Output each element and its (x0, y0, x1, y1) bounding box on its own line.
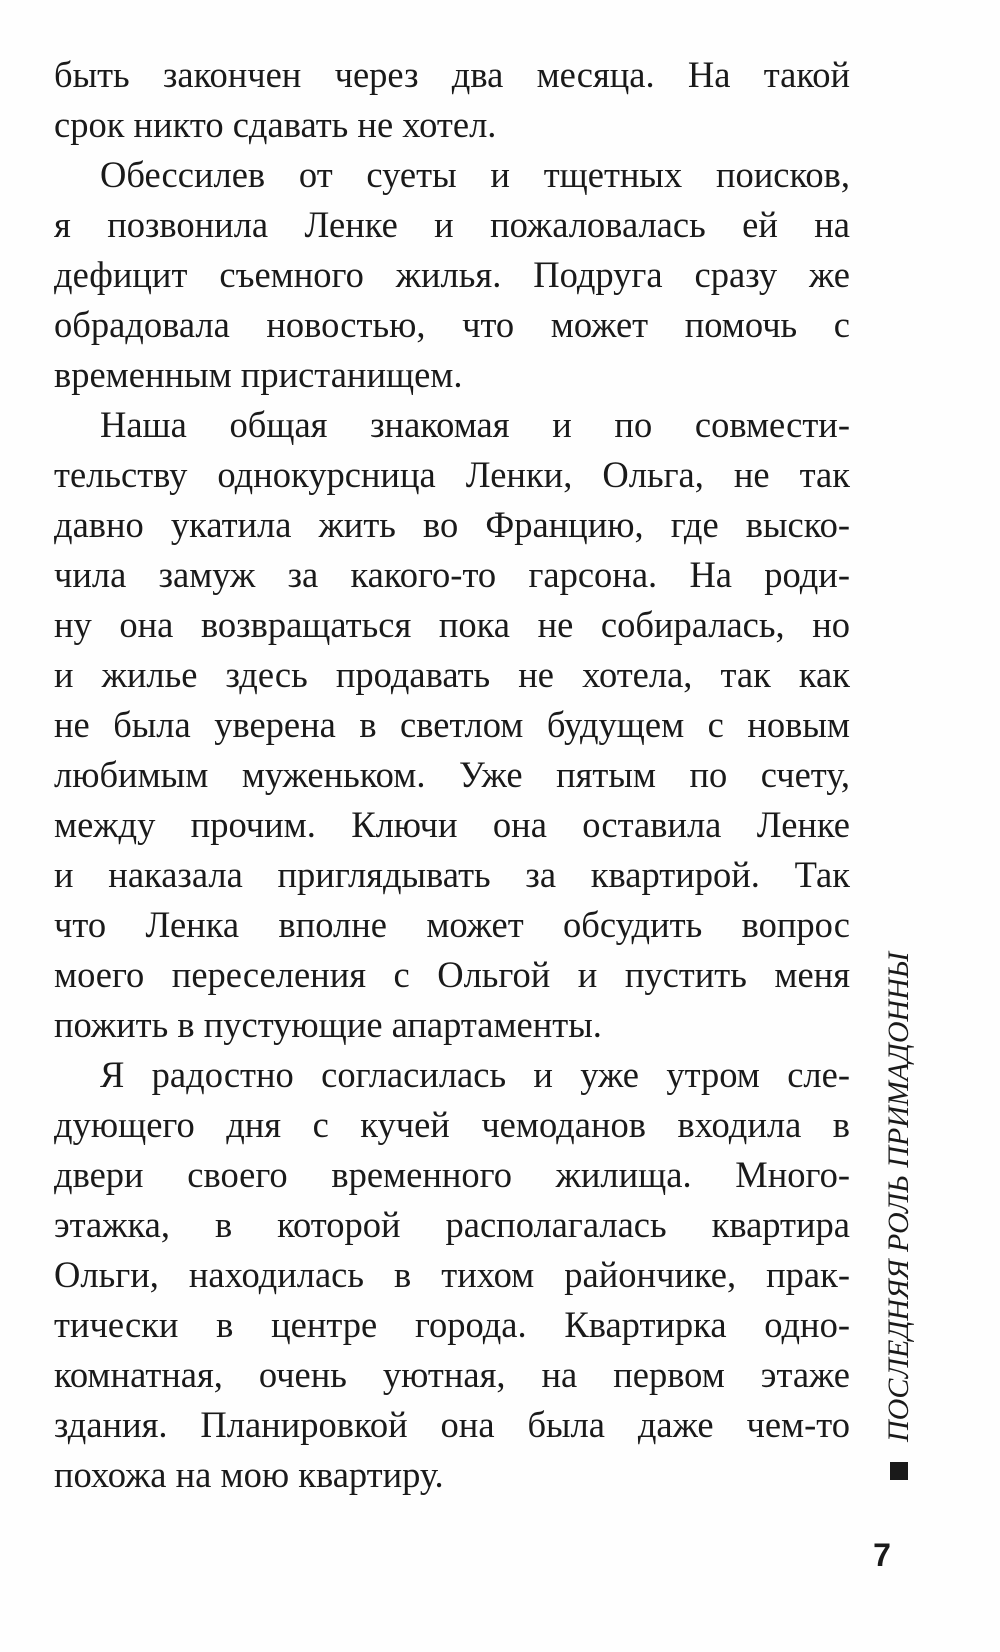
text-line: и наказала приглядывать за квартирой. Так (54, 854, 850, 895)
square-bullet-icon (890, 1462, 908, 1480)
text-line: что Ленка вполне может обсудить вопрос (54, 904, 850, 945)
text-line: двери своего временного жилища. Много- (54, 1154, 850, 1195)
text-line: ну она возвращаться пока не собиралась, но (54, 604, 850, 645)
text-line: тельству однокурсница Ленки, Ольга, не так (54, 454, 850, 495)
paragraph-4 (54, 1050, 850, 1500)
text-line: Ольги, находилась в тихом райончике, прак- (54, 1254, 850, 1295)
running-title-text: ПОСЛЕДНЯЯ РОЛЬ ПРИМАДОННЫ (882, 951, 915, 1442)
paragraph-1 (54, 50, 850, 150)
paragraph-3 (54, 400, 850, 1050)
text-line: этажка, в которой располагалась квартира (54, 1204, 850, 1245)
text-line: Я радостно согласилась и уже утром сле- (100, 1054, 850, 1095)
text-line: похожа на мою квартиру. (54, 1454, 444, 1495)
text-line: дефицит съемного жилья. Подруга сразу же (54, 254, 850, 295)
text-line: срок никто сдавать не хотел. (54, 104, 497, 145)
text-line: быть закончен через два месяца. На такой (54, 54, 850, 95)
text-line: дующего дня с кучей чемоданов входила в (54, 1104, 850, 1145)
body-text (54, 50, 850, 1500)
text-line: давно укатила жить во Францию, где выско- (54, 504, 850, 545)
text-line: чила замуж за какого-то гарсона. На роди- (54, 554, 850, 595)
text-line: моего переселения с Ольгой и пустить меня (54, 954, 850, 995)
page-number: 7 (873, 1537, 891, 1573)
paragraph-2 (54, 150, 850, 400)
text-line: Наша общая знакомая и по совмести- (100, 404, 850, 445)
text-line: я позвонила Ленке и пожаловалась ей на (54, 204, 850, 245)
text-line: комнатная, очень уютная, на первом этаже (54, 1354, 850, 1395)
text-line: временным пристанищем. (54, 354, 463, 395)
text-line: пожить в пустующие апартаменты. (54, 1004, 602, 1045)
text-line: не была уверена в светлом будущем с новым (54, 704, 850, 745)
running-title (879, 952, 919, 1480)
text-line: обрадовала новостью, что может помочь с (54, 304, 850, 345)
text-line: и жилье здесь продавать не хотела, так как (54, 654, 850, 695)
text-line: здания. Планировкой она была даже чем-то (54, 1404, 850, 1445)
text-line: между прочим. Ключи она оставила Ленке (54, 804, 850, 845)
text-line: тически в центре города. Квартирка одно- (54, 1304, 850, 1345)
text-line: Обессилев от суеты и тщетных поисков, (100, 154, 850, 195)
text-line: любимым муженьком. Уже пятым по счету, (54, 754, 850, 795)
